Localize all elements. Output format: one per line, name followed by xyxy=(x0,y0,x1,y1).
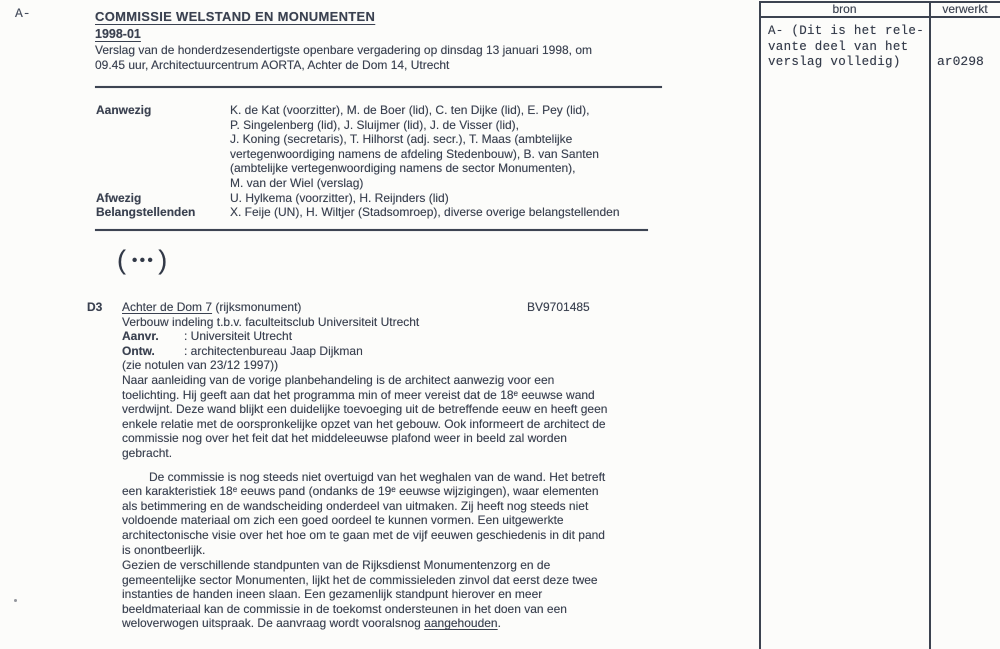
attendance-row-belangstellenden xyxy=(96,205,674,220)
closing-decision-word: aangehouden xyxy=(424,616,498,631)
sidebar-left-border xyxy=(759,1,761,649)
paragraph-line: Gezien de verschillende standpunten van de Rijksdienst Monumentenzorg en de xyxy=(122,558,551,573)
attendance-names xyxy=(230,205,674,220)
attendance-row-aanwezig xyxy=(96,103,674,191)
ellipsis-dots: ••• xyxy=(132,251,156,269)
field-value: : architectenbureau Jaap Dijkman xyxy=(184,343,363,358)
field-label: Ontw. xyxy=(122,343,155,358)
attendee-line: P. Singelenberg (lid), J. Sluijmer (lid), J. de Visser (lid), xyxy=(230,117,519,132)
item-description: Verbouw indeling t.b.v. faculteitsclub Universiteit Utrecht xyxy=(122,314,420,329)
sidebar-column-header-verwerkt: verwerkt xyxy=(942,2,988,16)
margin-annotation-mark: A- xyxy=(15,6,31,21)
attendee-line: vertegenwoordiging namens de afdeling Stedenbouw), B. van Santen xyxy=(230,146,599,161)
attendee-line: X. Feije (UN), H. Wiltjer (Stadsomroep), diverse overige belangstellenden xyxy=(230,205,620,220)
attendance-label: Aanwezig xyxy=(96,103,152,117)
ellipsis-open-paren: ( xyxy=(117,245,126,275)
sidebar-note-line: A- (Dit is het rele- xyxy=(768,24,925,38)
ellipsis-close-paren: ) xyxy=(158,245,168,275)
divider-rule-top xyxy=(95,86,662,88)
paragraph-line: beeldmateriaal kan de commissie in de toekomst ondersteunen in het doen van een xyxy=(122,601,567,616)
paragraph-line: een karakteristiek 18ᵉ eeuws pand (ondanks de 19ᵉ eeuwse wijzigingen), waar elementen xyxy=(122,484,599,499)
sidebar-verwerkt-value: ar0298 xyxy=(937,54,984,69)
closing-text: weloverwogen uitspraak. De aanvraag wordt vooralsnog xyxy=(122,616,425,631)
item-note: (zie notulen van 23/12 1997)) xyxy=(122,358,279,373)
paragraph-line: enkele relatie met de oorspronkelijke opzet van het gebouw. Ook informeert de architect de xyxy=(122,416,606,431)
paragraph-line: architectonische visie over het hoe om te gaan met de vijf eeuwen geschiedenis in dit pand xyxy=(122,527,605,542)
sidebar-note-line: verslag volledig) xyxy=(768,55,901,69)
attendance-names xyxy=(230,191,674,206)
paragraph-line: gemeentelijke sector Monumenten, lijkt het de commissieleden zinvol dat eerst deze twee xyxy=(122,572,598,587)
attendance-row-afwezig xyxy=(96,191,674,206)
attendee-line: U. Hylkema (voorzitter), H. Reijnders (lid) xyxy=(230,190,449,205)
paragraph-line: als betimmering en de wandscheiding onderdeel van uitmaken. Zij heeft nog steeds niet xyxy=(122,498,589,513)
attendee-line: K. de Kat (voorzitter), M. de Boer (lid), C. ten Dijke (lid), E. Pey (lid), xyxy=(230,103,590,117)
subtitle-line: Verslag van de honderdzesendertigste openbare vergadering op dinsdag 13 januari 1998, om xyxy=(95,43,593,58)
paragraph-line: instanties de handen ineen slaan. Een gezamenlijk standpunt hierover en meer xyxy=(122,587,543,602)
paragraph-line: toelichting. Hij geeft aan dat het programma min of meer vereist dat de 18ᵉ eeuwse wand xyxy=(122,387,595,402)
case-number: BV9701485 xyxy=(527,300,590,314)
omission-ellipsis xyxy=(117,245,167,275)
attendance-label: Belangstellenden xyxy=(96,205,196,220)
field-value: : Universiteit Utrecht xyxy=(184,329,293,344)
attendance-names xyxy=(230,103,674,191)
attendance-label: Afwezig xyxy=(96,190,142,205)
subtitle-line: 09.45 uur, Architectuurcentrum AORTA, Achter de Dom 14, Utrecht xyxy=(95,57,450,72)
agenda-item-code: D3 xyxy=(87,300,103,314)
sidebar-column-divider xyxy=(929,1,931,649)
item-address: Achter de Dom 7 xyxy=(122,300,213,314)
document-header xyxy=(95,10,675,72)
paragraph-line: is onontbeerlijk. xyxy=(122,542,206,557)
agenda-item-d3 xyxy=(87,300,665,631)
scan-speck xyxy=(14,599,17,602)
paragraph-line: De commissie is nog steeds niet overtuigd van het weghalen van de wand. Het betreft xyxy=(149,469,606,484)
paragraph-line: commissie nog over het feit dat het middeleeuwse plafond weer in beeld zal worden xyxy=(122,431,567,446)
paragraph-closing-line xyxy=(122,616,665,631)
agenda-item-body xyxy=(122,300,665,631)
item-paragraph-3 xyxy=(122,558,665,631)
divider-rule-bottom xyxy=(95,229,648,231)
paragraph-line: Naar aanleiding van de vorige planbehandeling is de architect aanwezig voor een xyxy=(122,372,555,387)
item-paragraph-2 xyxy=(122,470,665,558)
closing-suffix: . xyxy=(497,616,501,631)
attendee-line: (ambtelijke vertegenwoordiging namens de sector Monumenten), xyxy=(230,161,576,176)
attendance-list xyxy=(96,103,674,220)
field-label: Aanvr. xyxy=(122,329,159,344)
document-subtitle xyxy=(95,43,675,72)
item-address-suffix: (rijksmonument) xyxy=(212,300,302,314)
item-field-ontw xyxy=(122,344,665,359)
sidebar-bron-note xyxy=(768,24,924,71)
attendee-line: J. Koning (secretaris), T. Hilhorst (adj. secr.), T. Maas (ambtelijke xyxy=(230,132,573,147)
attendee-line: M. van der Wiel (verslag) xyxy=(230,175,364,190)
document-title: COMMISSIE WELSTAND EN MONUMENTEN xyxy=(95,9,376,24)
document-number: 1998-01 xyxy=(95,26,141,41)
item-paragraph-1 xyxy=(122,373,665,461)
sidebar-note-line: vante deel van het xyxy=(768,39,909,54)
item-field-aanvr xyxy=(122,329,665,344)
paragraph-line: voldoende materiaal om zich een goed oordeel te kunnen vormen. Een uitgewerkte xyxy=(122,513,564,528)
item-title-line xyxy=(122,300,665,315)
paragraph-line: verdwijnt. Deze wand blijkt een duidelijke toevoeging uit de betreffende eeuw en heeft geen xyxy=(122,402,608,417)
paragraph-line: gebracht. xyxy=(122,445,173,460)
sidebar-column-header-bron: bron xyxy=(832,2,857,16)
